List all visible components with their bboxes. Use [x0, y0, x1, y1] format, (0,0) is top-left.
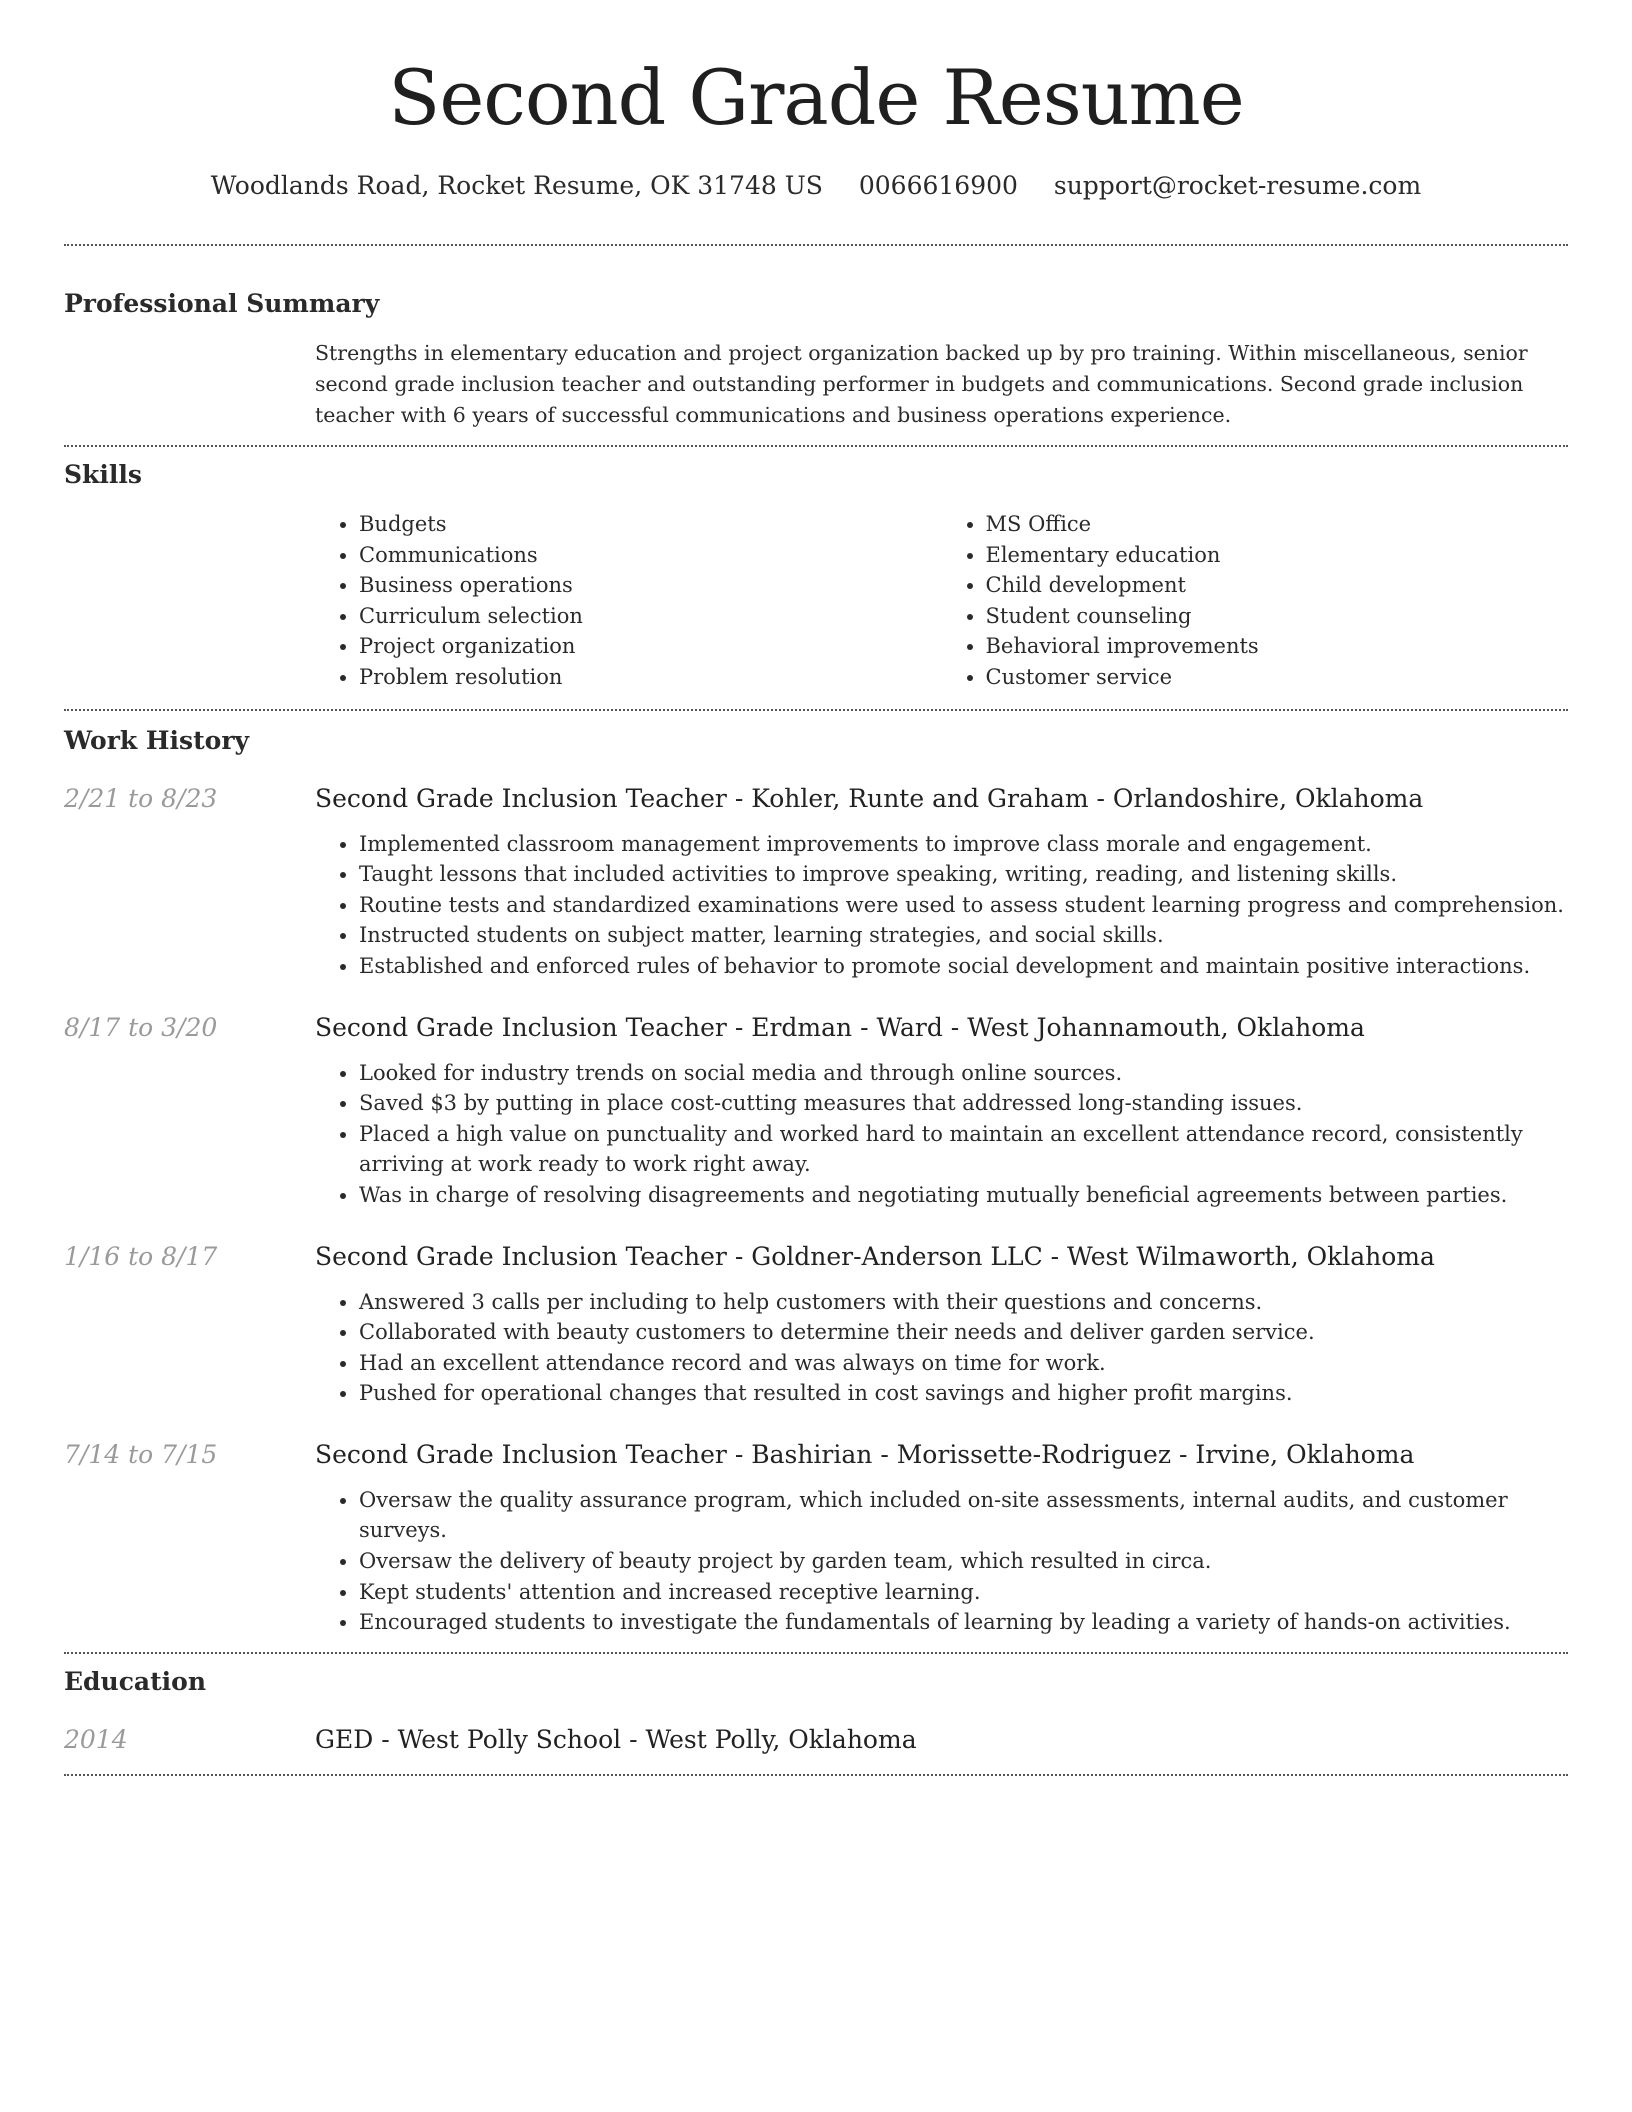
job-entry: [64, 1239, 1568, 1409]
summary-text: Strengths in elementary education and project organization backed up by pro training. Within miscellaneous, senior second grade inclusion teacher and outstanding performer in budgets and communications. Second grade inclusion teacher with 6 years of successful communications and business operations experience.: [315, 341, 1528, 427]
skills-list-right: [942, 509, 1569, 693]
summary-heading: Professional Summary: [64, 289, 380, 318]
job-title: Second Grade Inclusion Teacher - Bashirian - Morissette-Rodriguez - Irvine, Oklahoma: [315, 1439, 1415, 1469]
job-bullet: • Established and enforced rules of behavior to promote social development and maintain positive interactions.: [359, 951, 1568, 982]
job-bullet: • Kept students' attention and increased receptive learning.: [359, 1577, 1568, 1608]
job-bullet: • Encouraged students to investigate the fundamentals of learning by leading a variety of hands-on activities.: [359, 1607, 1568, 1638]
skill-item: • Problem resolution: [359, 662, 942, 693]
skill-item: • Communications: [359, 540, 942, 571]
address-text: Woodlands Road, Rocket Resume, OK 31748 US: [210, 171, 823, 200]
contact-info: [64, 168, 1568, 204]
phone-text: 0066616900: [858, 171, 1018, 200]
candidate-name: Second Grade Resume: [388, 53, 1244, 142]
job-bullet: • Looked for industry trends on social media and through online sources.: [359, 1058, 1568, 1089]
job-dates: 2/21 to 8/23: [64, 783, 218, 813]
job-bullets: [315, 1287, 1568, 1409]
job-bullet: • Answered 3 calls per including to help customers with their questions and concerns.: [359, 1287, 1568, 1318]
education-heading: Education: [64, 1666, 207, 1696]
skill-item: • Project organization: [359, 631, 942, 662]
job-bullet: • Routine tests and standardized examinations were used to assess student learning progress and comprehension.: [359, 890, 1568, 921]
education-section: [64, 1664, 1568, 1758]
job-bullet: • Oversaw the quality assurance program, which included on-site assessments, internal audits, and customer surveys.: [359, 1485, 1568, 1546]
work-history-section: [64, 723, 1568, 1638]
education-entry: [64, 1722, 1568, 1758]
job-bullets: [315, 1058, 1568, 1211]
skill-item: • Curriculum selection: [359, 601, 942, 632]
job-title: Second Grade Inclusion Teacher - Erdman - Ward - West Johannamouth, Oklahoma: [315, 1012, 1365, 1042]
job-bullet: • Implemented classroom management improvements to improve class morale and engagement.: [359, 829, 1568, 860]
job-bullet: • Collaborated with beauty customers to determine their needs and deliver garden service.: [359, 1317, 1568, 1348]
skill-item: • Behavioral improvements: [986, 631, 1569, 662]
job-bullet: • Placed a high value on punctuality and worked hard to maintain an excellent attendance record, consistently arriving at work ready to work right away.: [359, 1119, 1568, 1180]
job-bullet: • Instructed students on subject matter, learning strategies, and social skills.: [359, 920, 1568, 951]
job-bullets: [315, 829, 1568, 982]
job-entry: [64, 781, 1568, 982]
job-bullet: • Pushed for operational changes that resulted in cost savings and higher profit margins.: [359, 1378, 1568, 1409]
job-bullet: • Oversaw the delivery of beauty project by garden team, which resulted in circa.: [359, 1546, 1568, 1577]
job-bullet: • Was in charge of resolving disagreements and negotiating mutually beneficial agreements between parties.: [359, 1180, 1568, 1211]
job-body: [315, 1437, 1568, 1638]
skill-item: • Elementary education: [986, 540, 1569, 571]
job-bullet: • Saved $3 by putting in place cost-cutting measures that addressed long-standing issues.: [359, 1088, 1568, 1119]
job-entry: [64, 1437, 1568, 1638]
skills-grid: [315, 509, 1568, 693]
skill-item: • Customer service: [986, 662, 1569, 693]
skill-item: • Child development: [986, 570, 1569, 601]
skill-item: • MS Office: [986, 509, 1569, 540]
skills-heading: Skills: [64, 460, 142, 489]
resume-header: [64, 0, 1568, 204]
job-title: Second Grade Inclusion Teacher - Goldner-Anderson LLC - West Wilmaworth, Oklahoma: [315, 1241, 1435, 1271]
skill-item: • Business operations: [359, 570, 942, 601]
job-dates: 7/14 to 7/15: [64, 1439, 218, 1469]
skills-list-left: [315, 509, 942, 693]
summary-section: [64, 286, 1568, 431]
job-body: [315, 1010, 1568, 1211]
job-bullets: [315, 1485, 1568, 1638]
job-dates: 1/16 to 8/17: [64, 1241, 218, 1271]
education-year: 2014: [64, 1724, 128, 1754]
job-body: [315, 1239, 1568, 1409]
divider: [64, 445, 1568, 447]
job-bullet: • Taught lessons that included activities to improve speaking, writing, reading, and listening skills.: [359, 859, 1568, 890]
education-degree: GED - West Polly School - West Polly, Oklahoma: [315, 1724, 917, 1754]
skill-item: • Budgets: [359, 509, 942, 540]
job-entry: [64, 1010, 1568, 1211]
job-body: [315, 781, 1568, 982]
work-history-heading: Work History: [64, 725, 250, 755]
divider: [64, 1774, 1568, 1776]
education-body: [315, 1722, 1568, 1758]
skill-item: • Student counseling: [986, 601, 1569, 632]
divider: [64, 709, 1568, 711]
divider: [64, 1652, 1568, 1654]
job-title: Second Grade Inclusion Teacher - Kohler, Runte and Graham - Orlandoshire, Oklahoma: [315, 783, 1424, 813]
divider: [64, 244, 1568, 246]
job-bullet: • Had an excellent attendance record and was always on time for work.: [359, 1348, 1568, 1379]
skills-section: [64, 457, 1568, 693]
job-dates: 8/17 to 3/20: [64, 1012, 218, 1042]
email-link[interactable]: support@rocket-resume.com: [1053, 171, 1422, 200]
resume-page: [64, 0, 1568, 1776]
